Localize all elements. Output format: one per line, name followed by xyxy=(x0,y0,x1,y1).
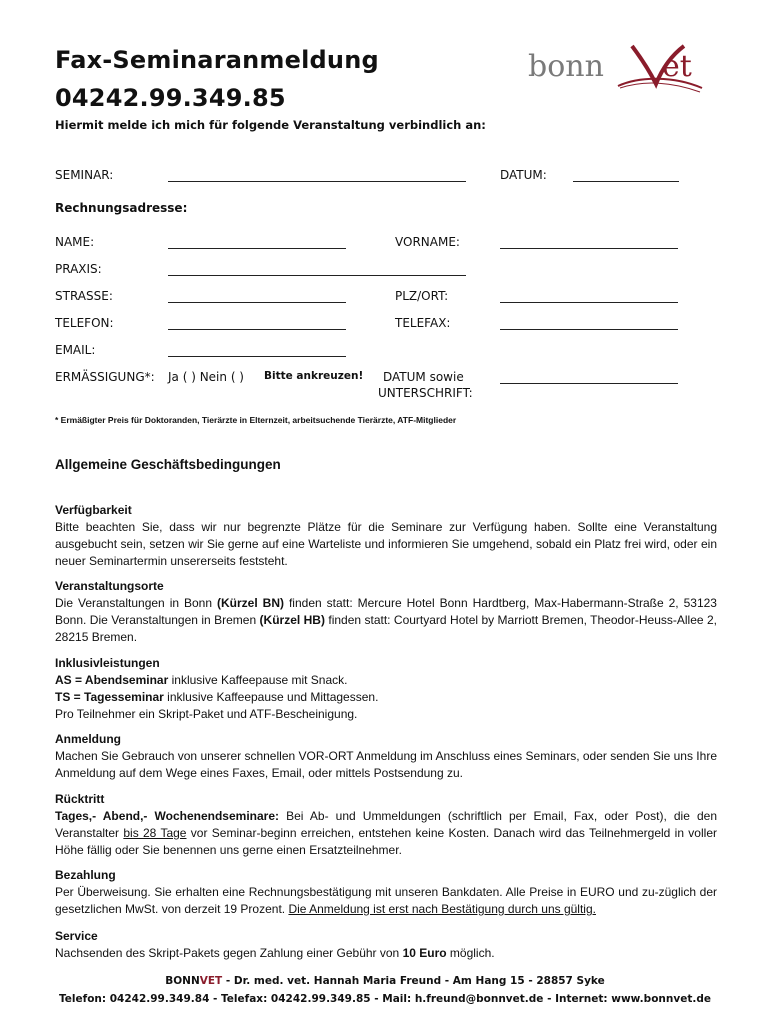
bitte-ankreuzen: Bitte ankreuzen! xyxy=(264,370,364,382)
agb-title: Allgemeine Geschäftsbedingungen xyxy=(55,457,281,472)
email-label: EMAIL: xyxy=(55,343,96,357)
svg-text:et: et xyxy=(662,49,692,84)
svg-text:bonn: bonn xyxy=(528,49,604,84)
footer-line-1: BONNVET - Dr. med. vet. Hannah Maria Freund - Am Hang 15 - 28857 Syke xyxy=(165,975,605,987)
bezahlung-heading: Bezahlung xyxy=(55,868,116,882)
section-anmeldung xyxy=(55,731,717,782)
orte-text: Die Veranstaltungen in Bonn (Kürzel BN) finden statt: Mercure Hotel Bonn Hardtberg, Max-Habermann-Straße 2, 53123 Bonn. Die Veranstaltungen in Bremen (Kürzel HB) finden statt: Courtyard Hotel by Marriott Bremen, Theodor-Heuss-Allee 2, 28215 Bremen. xyxy=(55,596,717,644)
telefon-label: TELEFON: xyxy=(55,316,114,330)
section-inklusiv xyxy=(55,655,717,723)
plz-ort-label: PLZ/ORT: xyxy=(395,289,449,303)
datum-field[interactable] xyxy=(573,181,679,182)
service-text: Nachsenden des Skript-Pakets gegen Zahlung einer Gebühr von 10 Euro möglich. xyxy=(55,946,495,960)
inklusiv-ts: TS = Tagesseminar inklusive Kaffeepause und Mittagessen. xyxy=(55,690,379,704)
plz-ort-field[interactable] xyxy=(500,302,678,303)
strasse-field[interactable] xyxy=(168,302,346,303)
datum-label: DATUM: xyxy=(500,168,547,182)
anmeldung-text: Machen Sie Gebrauch von unserer schnellen VOR-ORT Anmeldung im Anschluss eines Seminars, oder senden Sie uns Ihre Anmeldung auf dem Wege eines Faxes, Email, oder mittels Postsendung zu. xyxy=(55,749,717,780)
vorname-field[interactable] xyxy=(500,248,678,249)
footnote: * Ermäßigter Preis für Doktoranden, Tierärzte in Elternzeit, arbeitsuchende Tierärzte, ATF-Mitglieder xyxy=(55,415,457,425)
praxis-label: PRAXIS: xyxy=(55,262,102,276)
section-ruecktritt xyxy=(55,791,717,859)
anmeldung-heading: Anmeldung xyxy=(55,732,121,746)
telefax-field[interactable] xyxy=(500,329,678,330)
page-title: Fax-Seminaranmeldung xyxy=(55,46,379,74)
strasse-label: STRASSE: xyxy=(55,289,113,303)
telefon-field[interactable] xyxy=(168,329,346,330)
fax-number: 04242.99.349.85 xyxy=(55,84,286,112)
footer-line-2: Telefon: 04242.99.349.84 - Telefax: 04242.99.349.85 - Mail: h.freund@bonnvet.de - Internet: www.bonnvet.de xyxy=(59,993,711,1005)
email-field[interactable] xyxy=(168,356,346,357)
section-verfuegbarkeit xyxy=(55,502,717,570)
seminar-field[interactable] xyxy=(168,181,466,182)
praxis-field[interactable] xyxy=(168,275,466,276)
section-orte xyxy=(55,578,717,646)
unterschrift-field[interactable] xyxy=(500,383,678,384)
inklusiv-as: AS = Abendseminar inklusive Kaffeepause mit Snack. xyxy=(55,673,348,687)
name-label: NAME: xyxy=(55,235,95,249)
service-heading: Service xyxy=(55,929,98,943)
name-field[interactable] xyxy=(168,248,346,249)
datum-sowie-label: DATUM sowie xyxy=(383,370,464,384)
verfuegbarkeit-heading: Verfügbarkeit xyxy=(55,503,132,517)
ja-nein-checkboxes[interactable]: Ja ( ) Nein ( ) xyxy=(168,370,244,384)
telefax-label: TELEFAX: xyxy=(395,316,451,330)
vorname-label: VORNAME: xyxy=(395,235,460,249)
verfuegbarkeit-text: Bitte beachten Sie, dass wir nur begrenzte Plätze für die Seminare zur Verfügung haben. Sollte eine Veranstaltung ausgebucht sein, setzen wir Sie gerne auf eine Warteliste und informieren Sie umgehend, sobald ein Platz frei wird, oder ein neuer Seminartermin unsererseits feststeht. xyxy=(55,520,717,568)
bezahlung-text: Per Überweisung. Sie erhalten eine Rechnungsbestätigung mit unseren Bankdaten. Alle Preise in EURO und zu-züglich der gesetzlichen MwSt. von derzeit 19 Prozent. Die Anmeldung ist erst nach Bestätigung durch uns gültig. xyxy=(55,885,717,916)
ermaessigung-label: ERMÄSSIGUNG*: xyxy=(55,370,155,384)
ruecktritt-heading: Rücktritt xyxy=(55,792,105,806)
intro-text: Hiermit melde ich mich für folgende Veranstaltung verbindlich an: xyxy=(55,118,486,132)
rechnungsadresse-heading: Rechnungsadresse: xyxy=(55,201,188,215)
section-bezahlung xyxy=(55,867,717,918)
seminar-label: SEMINAR: xyxy=(55,168,114,182)
inklusiv-heading: Inklusivleistungen xyxy=(55,656,160,670)
bonnvet-logo xyxy=(528,40,708,96)
unterschrift-label: UNTERSCHRIFT: xyxy=(378,386,473,400)
orte-heading: Veranstaltungsorte xyxy=(55,579,164,593)
inklusiv-pro: Pro Teilnehmer ein Skript-Paket und ATF-Bescheinigung. xyxy=(55,707,358,721)
section-service xyxy=(55,928,717,962)
ruecktritt-text: Tages,- Abend,- Wochenendseminare: Bei Ab- und Ummeldungen (schriftlich per Email, Fax, oder Post), die den Veranstalter bis 28 Tage vor Seminar-beginn erreichen, entstehen keine Kosten. Danach wird das Teilnehmergeld in voller Höhe fällig oder Sie benennen uns gerne einen Ersatzteilnehmer. xyxy=(55,809,717,857)
